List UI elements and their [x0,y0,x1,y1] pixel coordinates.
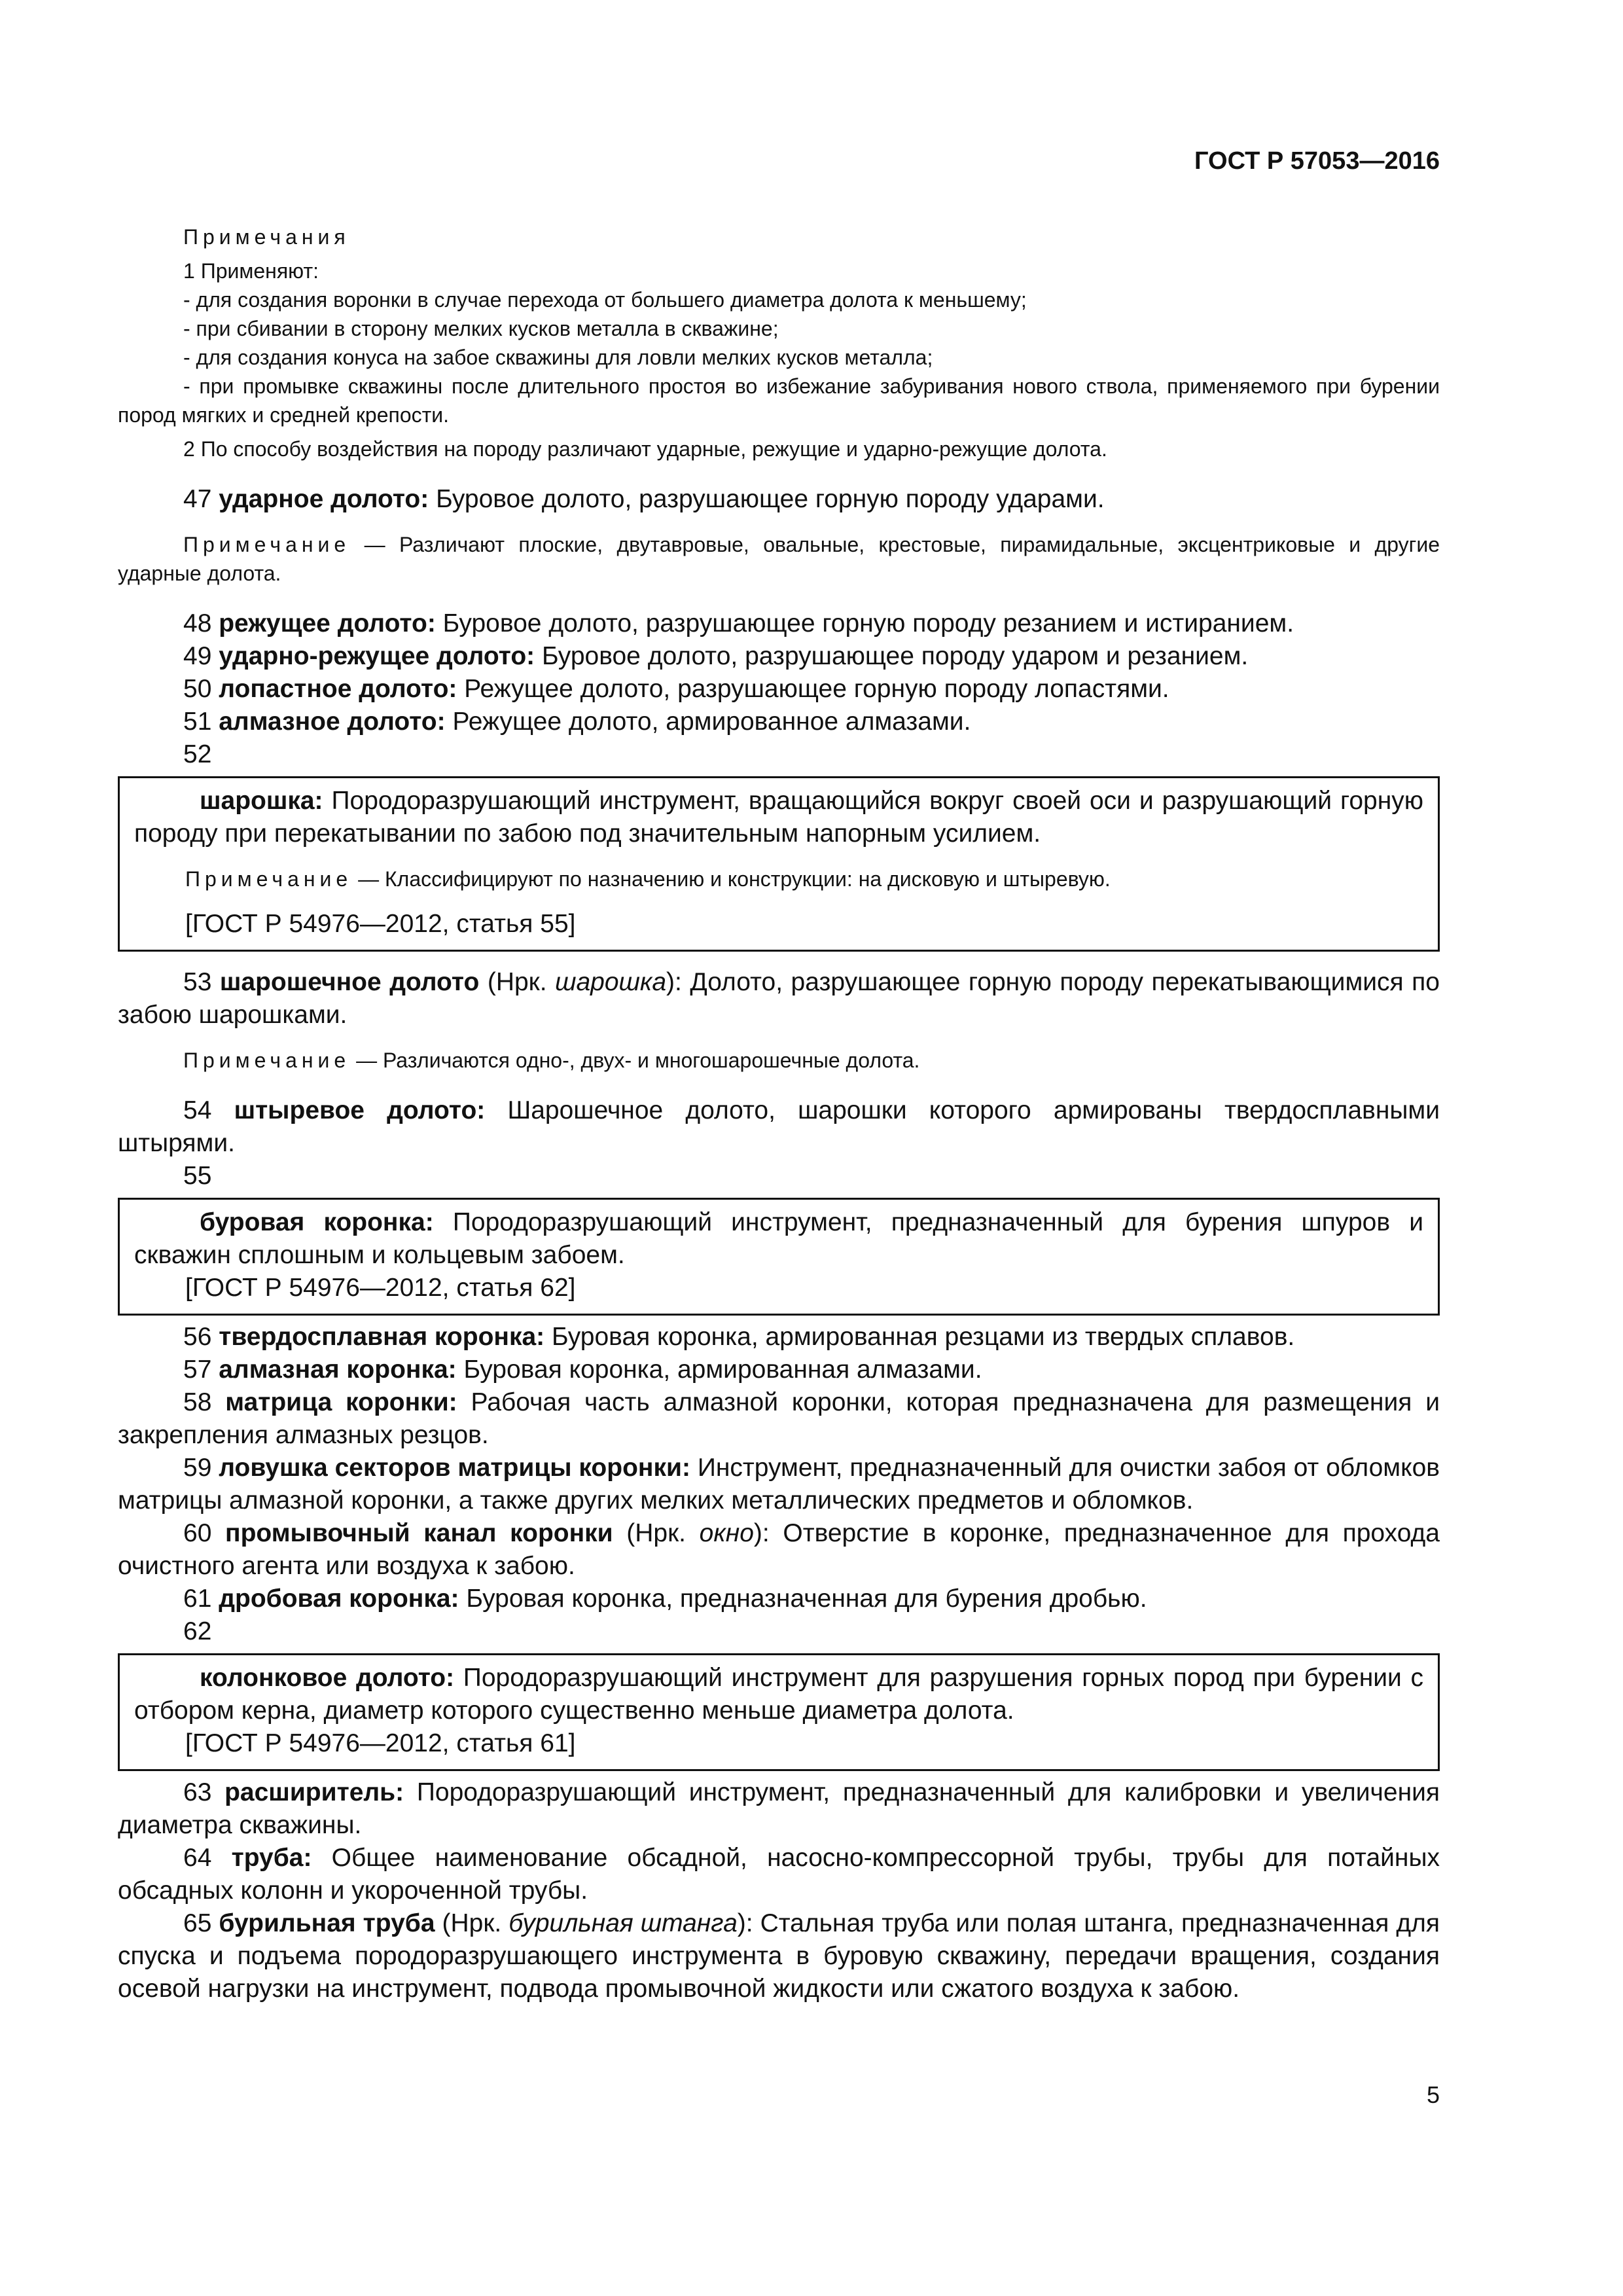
note-1-title: 1 Применяют: [183,259,319,283]
term-number-52: 52 [183,740,212,768]
term-entry-60: 60 промывочный канал коронки (Нрк. окно): Отверстие в коронке, предназначенное для прохода очистного агента или воздуха к забою. [118,1519,1440,1580]
note-2: 2 По способу воздействия на породу различают ударные, режущие и ударно-режущие долота. [183,437,1107,461]
term-number-62: 62 [183,1617,212,1645]
term-name: ударное долото: [219,485,429,513]
term-entry-62: колонковое долото: Породоразрушающий инструмент для разрушения горных пород при бурении с отбором керна, диаметр которого существенно меньше диаметра долота. [134,1664,1423,1725]
term-entry-55: буровая коронка: Породоразрушающий инструмент, предназначенный для бурения шпуров и скважин сплошным и кольцевым забоем. [134,1208,1423,1269]
term-entry-47 [118,483,1440,516]
document-id: ГОСТ Р 57053—2016 [1194,147,1440,175]
quoted-term-box-55 [118,1198,1440,1316]
term-entry-59: 59 ловушка секторов матрицы коронки: Инструмент, предназначенный для очистки забоя от обломков матрицы алмазной коронки, а также других мелких металлических предметов и обломков. [118,1454,1440,1515]
quoted-term-box-52 [118,776,1440,952]
term-number: 47 [183,485,212,513]
term-entry-64: 64 труба: Общее наименование обсадной, насосно-компрессорной трубы, трубы для потайных обсадных колонн и укороченной трубы. [118,1844,1440,1905]
term-entry-53: 53 шарошечное долото (Нрк. шарошка): Долото, разрушающее горную породу перекатывающимися по забою шарошками. [118,968,1440,1029]
page-number: 5 [1426,2081,1440,2108]
term-entry-51: 51 алмазное долото: Режущее долото, армированное алмазами. [183,708,971,736]
note-1-item: - для создания конуса на забое скважины для ловли мелких кусков металла; [183,346,933,369]
note-1-item: - при промывке скважины после длительного простоя во избежание забуривания нового ствола, применяемого при бурении пород мягких и средней крепости. [118,374,1440,427]
note-1-item: - при сбивании в сторону мелких кусков металла в скважине; [183,317,779,340]
note-47: Примечание — Различают плоские, двутавровые, овальные, крестовые, пирамидальные, эксцентриковые и другие ударные долота. [118,533,1440,585]
term-entry-52: шарошка: Породоразрушающий инструмент, вращающийся вокруг своей оси и разрушающий горную породу при перекатывании по забою под значительным напорным усилием. [134,787,1423,848]
term-entry-65: 65 бурильная труба (Нрк. бурильная штанга): Стальная труба или полая штанга, предназначенная для спуска и подъема породоразрушающего инструмента в буровую скважину, передачи вращения, создания осевой нагрузки на инструмент, подвода промывочной жидкости или сжатого воздуха к забою. [118,1909,1440,2003]
term-entry-50: 50 лопастное долото: Режущее долото, разрушающее горную породу лопастями. [183,675,1169,703]
source-reference: [ГОСТ Р 54976—2012, статья 55] [185,910,576,938]
term-number-55: 55 [183,1162,212,1190]
notes-heading: Примечания [183,225,350,249]
note-53: Примечание — Различаются одно-, двух- и многошарошечные долота. [183,1049,920,1072]
term-entry-57: 57 алмазная коронка: Буровая коронка, армированная алмазами. [183,1355,982,1384]
term-entry-54: 54 штыревое долото: Шарошечное долото, шарошки которого армированы твердосплавными штырями. [118,1096,1440,1157]
term-entry-56: 56 твердосплавная коронка: Буровая коронка, армированная резцами из твердых сплавов. [183,1323,1295,1351]
source-reference: [ГОСТ Р 54976—2012, статья 61] [185,1729,576,1757]
quoted-term-box-62 [118,1653,1440,1771]
note-52: Примечание — Классифицируют по назначению и конструкции: на дисковую и штыревую. [185,867,1111,891]
page-content [118,223,1440,2005]
term-entry-48: 48 режущее долото: Буровое долото, разрушающее горную породу резанием и истиранием. [183,609,1294,637]
term-definition: Буровое долото, разрушающее горную породу ударами. [436,485,1105,513]
term-entry-49: 49 ударно-режущее долото: Буровое долото, разрушающее породу ударом и резанием. [183,642,1249,670]
term-entry-61: 61 дробовая коронка: Буровая коронка, предназначенная для бурения дробью. [183,1585,1147,1613]
term-entry-58: 58 матрица коронки: Рабочая часть алмазной коронки, которая предназначена для размещения и закрепления алмазных резцов. [118,1388,1440,1449]
source-reference: [ГОСТ Р 54976—2012, статья 62] [185,1274,576,1302]
note-1-item: - для создания воронки в случае перехода от большего диаметра долота к меньшему; [183,288,1027,312]
term-entry-63: 63 расширитель: Породоразрушающий инструмент, предназначенный для калибровки и увеличения диаметра скважины. [118,1778,1440,1839]
